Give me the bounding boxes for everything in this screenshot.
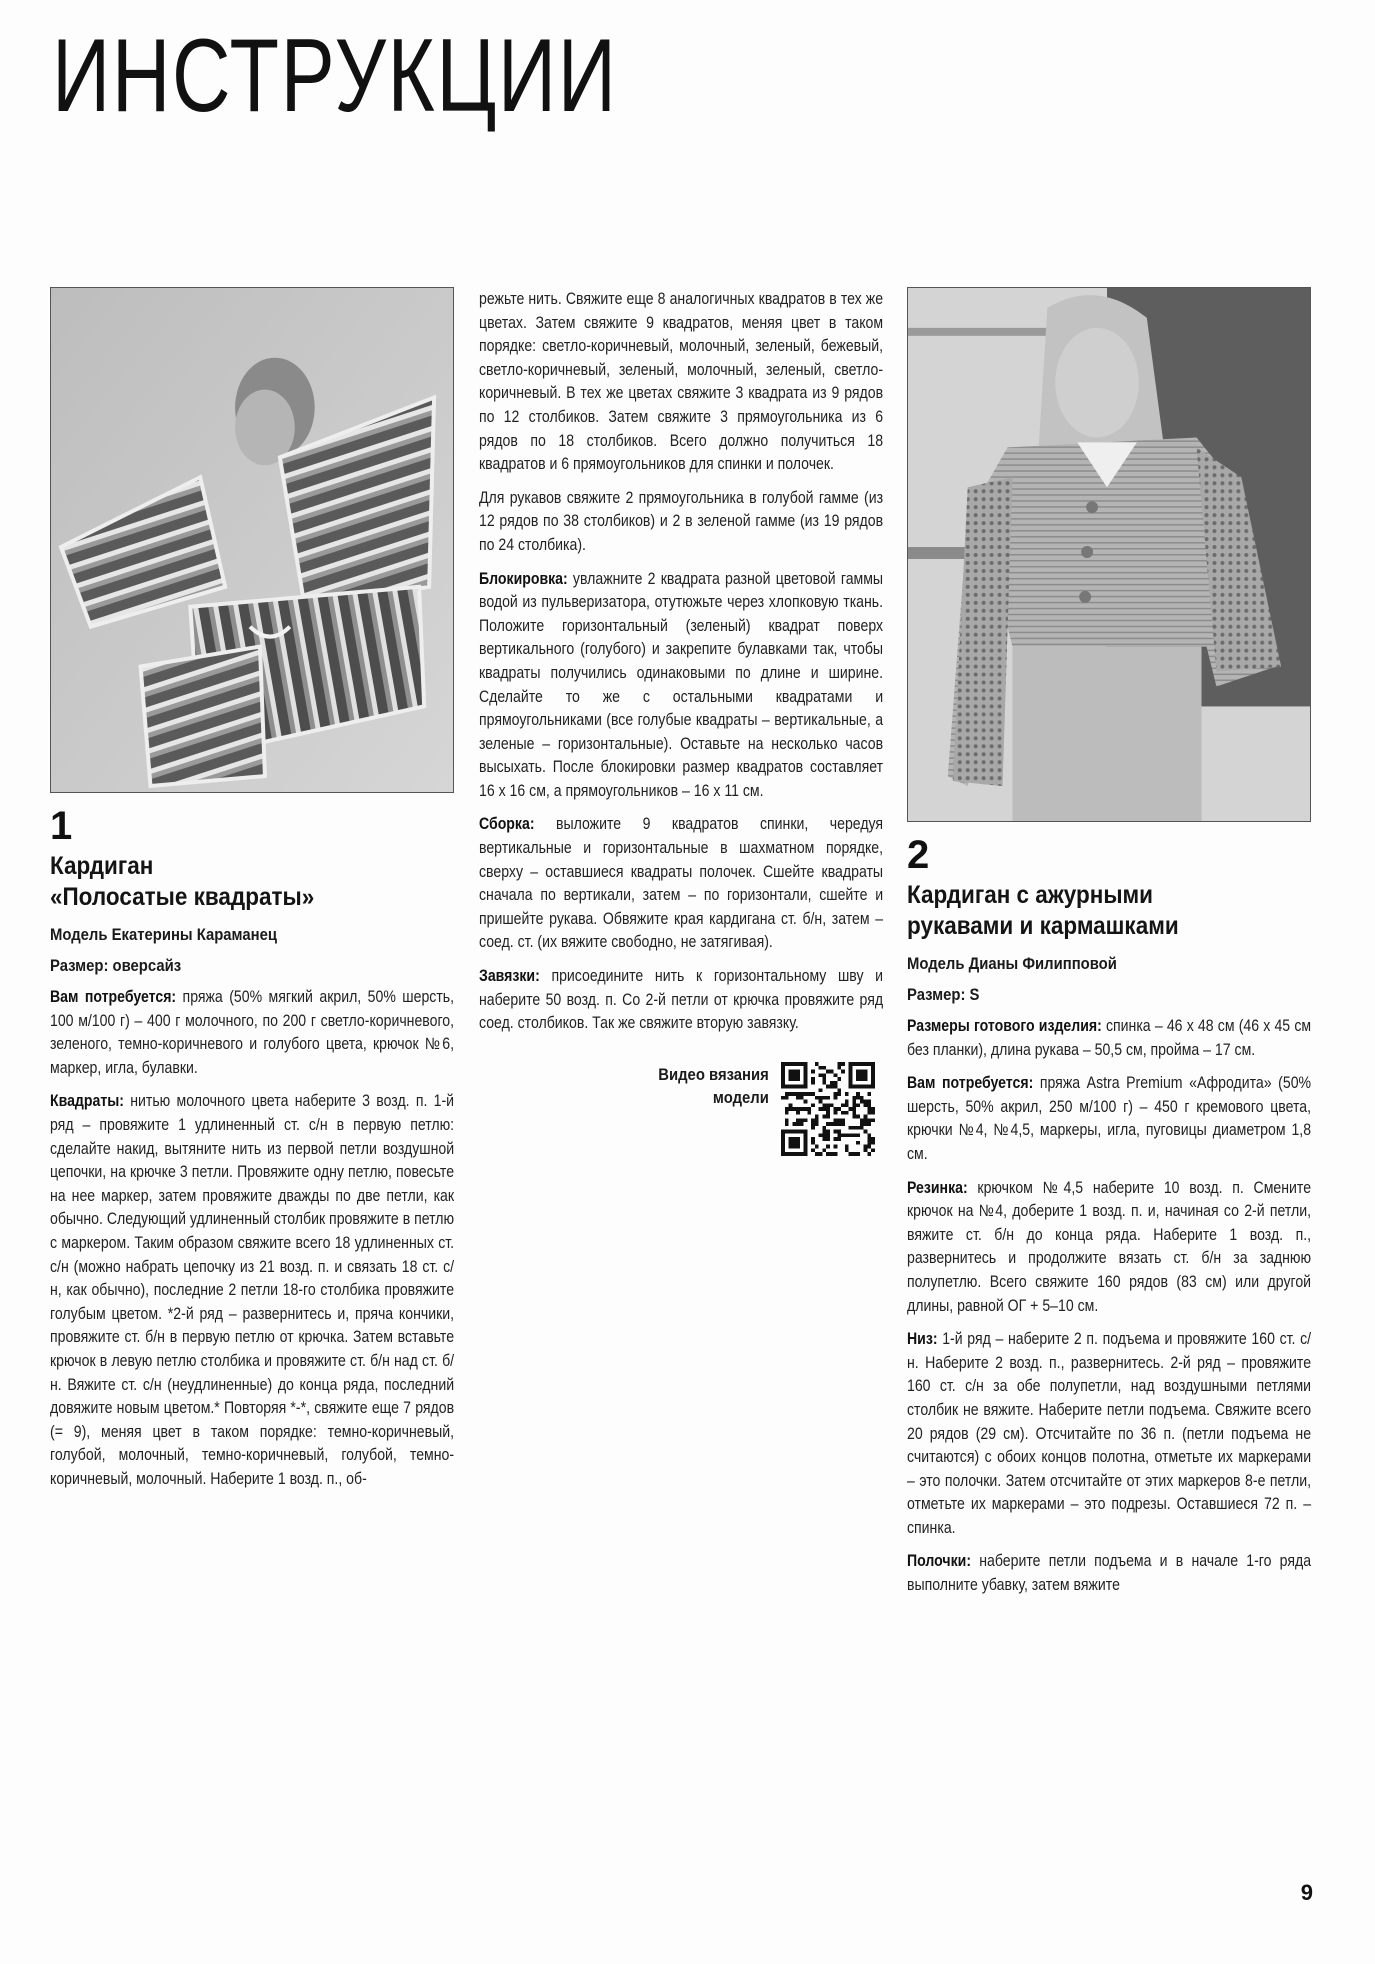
openwork-cardigan-photo	[908, 288, 1310, 821]
section-label: Размеры готового изделия:	[907, 1017, 1102, 1035]
model-title-line: рукавами и кармашками	[907, 911, 1179, 940]
section-text: пряжа (50% мягкий акрил, 50% шерсть, 100 м/100 г) – 400 г молочного, по 200 г светло-коричневого, зеленого, темно-коричневого и голубого цвета, крючок №6, маркер, игла, булавки.	[50, 988, 455, 1077]
section-label: Сборка:	[479, 815, 535, 834]
instruction-paragraph	[907, 1015, 1311, 1062]
section-text: крючком №4,5 наберите 10 возд. п. Смените крючок на №4, доберите 1 возд. п. и, начиная со 2-й петли, вяжите ст. б/н до конца ряда. Наберите 1 возд. п., развернитесь и продолжите вязать ст. б/н за заднюю полупетлю. Всего свяжите 160 рядов (83 см) или другой длины, равной ОГ + 5–10 см.	[907, 1178, 1312, 1315]
section-text: увлажните 2 квадрата разной цветовой гаммы водой из пульверизатора, отутюжьте через хлопковую ткань. Положите горизонтальный (зеленый) квадрат поверх вертикального (голубого) и закрепите булавками так, чтобы квадраты получились одинаковыми по длине и ширине. Сделайте то же с остальными квадратами и прямоугольниками (все голубые квадраты – вертикальные, а зеленые – горизонтальные). Оставьте на несколько часов высыхать. После блокировки размер квадратов составляет 16 х 16 см, а прямоугольников – 16 х 11 см.	[479, 569, 884, 800]
qr-code-icon[interactable]	[781, 1062, 875, 1156]
section-label: Квадраты:	[50, 1092, 124, 1111]
section-text: пряжа Astra Premium «Афродита» (50% шерсть, 50% акрил, 250 м/100 г) – 450 г кремового цвета, крючки №4, №4,5, маркеры, игла, пуговицы диаметром 1,8 см.	[907, 1074, 1312, 1163]
model-number: 2	[907, 833, 930, 877]
section-label: Полочки:	[907, 1552, 972, 1571]
video-qr-block	[479, 1062, 883, 1156]
instruction-paragraph	[907, 1328, 1311, 1540]
section-text: Для рукавов свяжите 2 прямоугольника в голубой гамме (из 12 рядов по 38 столбиков) и 2 в зеленой гамме (из 19 рядов по 24 столбика).	[479, 488, 884, 554]
section-label: Вам потребуется:	[907, 1074, 1034, 1093]
striped-cardigan-photo	[51, 288, 453, 792]
section-text: 1-й ряд – наберите 2 п. подъема и провяжите 160 ст. с/н. Наберите 2 возд. п., развернитесь. 2-й ряд – провяжите 160 ст. с/н за обе полупетли, над воздушными петлями столбик не вяжите. Наберите петли подъема. Свяжите всего 20 рядов (29 см). Отсчитайте по 36 п. (петли подъема не считаются) с обоих концов полотна, отметьте их маркерами – это полочки. Затем отсчитайте от этих маркеров 8-е петли, отметьте их маркерами – это подрезы. Оставшиеся 72 п. – спинка.	[907, 1330, 1312, 1537]
model-author: Модель Дианы Филипповой	[907, 955, 1117, 973]
video-label	[658, 1064, 769, 1110]
model-title-line: «Полосатые квадраты»	[50, 882, 315, 911]
section-label: Завязки:	[479, 967, 540, 986]
model-title	[907, 880, 1314, 941]
instruction-paragraph	[479, 568, 883, 804]
model-title-line: Кардиган	[50, 852, 154, 880]
model-1-photo	[50, 287, 454, 793]
instruction-paragraph	[479, 813, 883, 955]
section-label: Вам потребуется:	[50, 988, 177, 1006]
instruction-paragraph	[50, 1090, 454, 1491]
model-author: Модель Екатерины Караманец	[50, 926, 277, 944]
instruction-paragraph	[479, 487, 883, 558]
instruction-paragraph	[479, 288, 883, 477]
section-label: Резинка:	[907, 1178, 968, 1197]
column-model-1	[50, 287, 454, 1491]
video-label-line: модели	[713, 1088, 769, 1107]
model-size: Размер: оверсайз	[50, 957, 182, 975]
section-text: выложите 9 квадратов спинки, чередуя вертикальные и горизонтальные в шахматном порядке, сверху – оставшиеся квадраты полочек. Сшейте квадраты сначала по вертикали, затем – по горизонтали, сшейте и пришейте рукава. Обвяжите края кардигана ст. б/н, затем – соед. ст. (их вяжите свободно, не затягивая).	[479, 815, 884, 952]
video-label-line: Видео вязания	[658, 1065, 769, 1084]
section-text: нитью молочного цвета наберите 3 возд. п. 1-й ряд – провяжите 1 удлиненный ст. с/н в первую петлю: сделайте накид, вытяните нить из первой петли воздушной цепочки, на крючке 3 петли. Провяжите одну петлю, повесьте на нее маркер, затем провяжите дважды по две петли, как обычно. Следующий удлиненный столбик провяжите в петлю с маркером. Таким образом свяжите всего 18 удлиненных ст. с/н (можно набрать цепочку из 21 возд. п. и связать 18 ст. с/н, как обычно), последние 2 петли 18-го столбика провяжите голубым цветом. *2-й ряд – развернитесь и, пряча кончики, провяжите ст. б/н в первую петлю от крючка. Затем вставьте крючок в левую петлю столбика и провяжите ст. б/н над ст. б/н. Вяжите ст. с/н (неудлиненные) до конца ряда, последний довяжите новым цветом.* Повторяя *-*, свяжите еще 7 рядов (= 9), меняя цвет в таком порядке: темно-коричневый, голубой, молочный, темно-коричневый, голубой, темно-коричневый, молочный. Наберите 1 возд. п., об-	[50, 1092, 455, 1488]
instruction-paragraph	[907, 1177, 1311, 1319]
model-number: 1	[50, 804, 73, 848]
model-size: Размер: S	[907, 986, 980, 1004]
instruction-paragraph	[907, 1550, 1311, 1597]
section-text: спинка – 46 х 48 см (46 х 45 см без планки), длина рукава – 50,5 см, пройма – 17 см.	[907, 1017, 1312, 1059]
instruction-paragraph	[479, 965, 883, 1036]
model-2-photo	[907, 287, 1311, 822]
qr-code-graphic	[781, 1062, 875, 1156]
section-label: Низ:	[907, 1330, 938, 1349]
section-text: режьте нить. Свяжите еще 8 аналогичных квадратов в тех же цветах. Затем свяжите 9 квадратов, меняя цвет в таком порядке: светло-коричневый, молочный, зеленый, бежевый, светло-коричневый, зеленый, молочный, зеленый, светло-коричневый. В тех же цветах свяжите 3 квадрата из 9 рядов по 12 столбиков. Затем свяжите 3 прямоугольника из 6 рядов по 18 столбиков. Всего должно получиться 18 квадратов и 6 прямоугольников для спинки и полочек.	[479, 290, 884, 474]
section-text: присоедините нить к горизонтальному шву и наберите 50 возд. п. Со 2-й петли от крючка провяжите ряд соед. столбиков. Так же свяжите вторую завязку.	[479, 967, 884, 1033]
model-title	[50, 851, 457, 912]
instruction-paragraph	[907, 1072, 1311, 1166]
section-text: наберите петли подъема и в начале 1-го ряда выполните убавку, затем вяжите	[907, 1552, 1312, 1595]
section-label: Блокировка:	[479, 569, 568, 588]
page-title: ИНСТРУКЦИИ	[52, 18, 618, 134]
column-model-2	[907, 287, 1311, 1598]
column-model-1-continued	[479, 288, 883, 1156]
model-title-line: Кардиган с ажурными	[907, 881, 1154, 909]
instruction-paragraph	[50, 986, 454, 1080]
page-number: 9	[1300, 1880, 1313, 1905]
